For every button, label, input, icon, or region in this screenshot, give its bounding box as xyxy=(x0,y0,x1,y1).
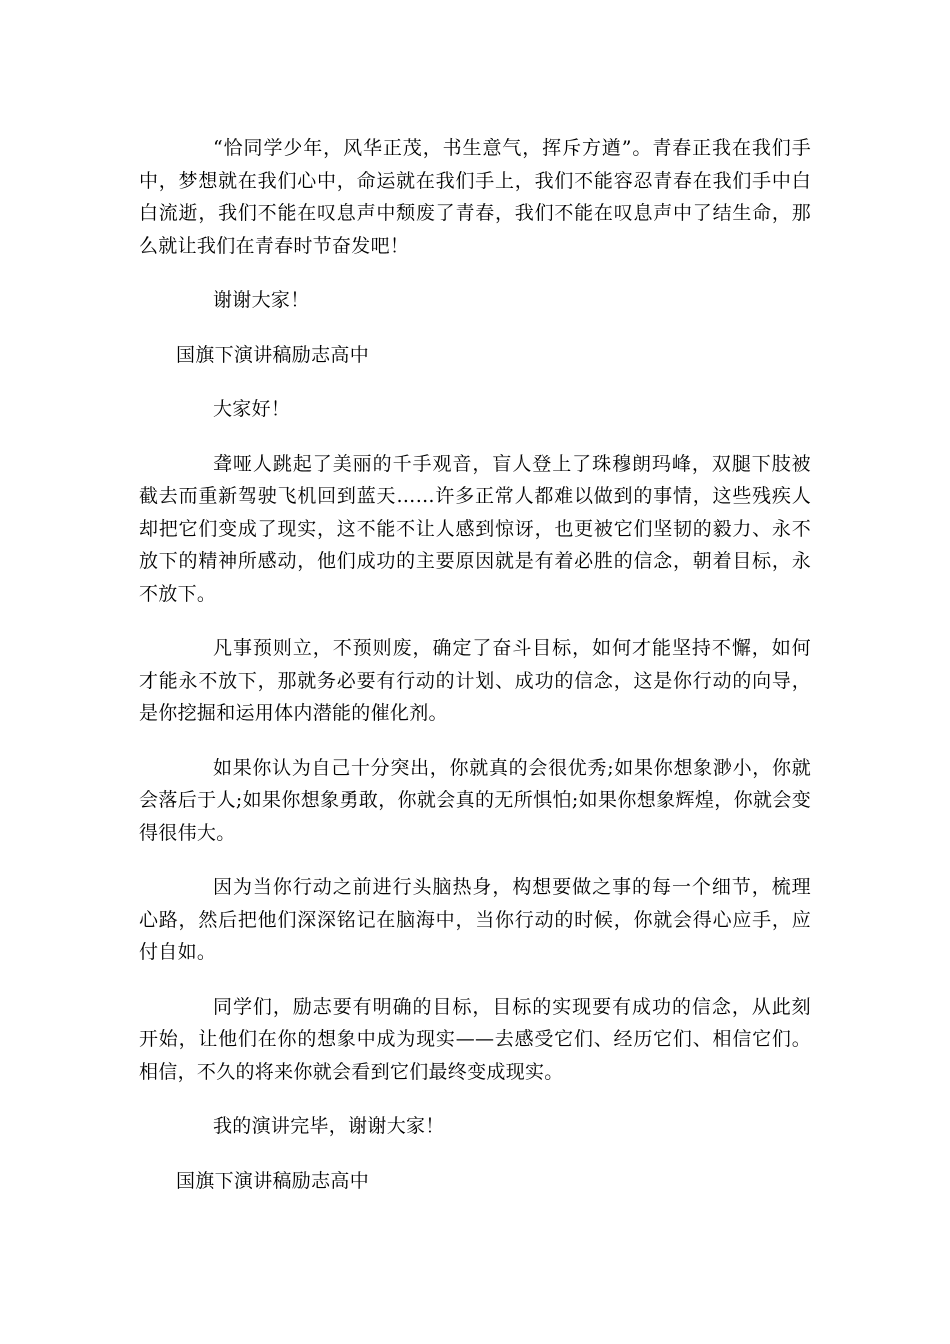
document-body xyxy=(139,132,811,1219)
paragraph-thanks: 谢谢大家！ xyxy=(213,289,310,311)
paragraph-greeting: 大家好！ xyxy=(213,398,291,420)
paragraph-youth-quote: “恰同学少年，风华正茂，书生意气，挥斥方遒”。青春正我在我们手中，梦想就在我们心中，命运就在我们手上，我们不能容忍青春在我们手中白白流逝，我们不能在叹息声中颓废了青春，我们不能在叹息声中了结生命，那么就让我们在青春时节奋发吧！ xyxy=(139,137,811,257)
paragraph-mental-warmup: 因为当你行动之前进行头脑热身，构想要做之事的每一个细节，梳理心路，然后把他们深深铭记在脑海中，当你行动的时候，你就会得心应手，应付自如。 xyxy=(139,876,811,963)
paragraph-closing: 我的演讲完毕，谢谢大家！ xyxy=(213,1115,445,1137)
paragraph-students-goals: 同学们，励志要有明确的目标，目标的实现要有成功的信念，从此刻开始，让他们在你的想象中成为现实——去感受它们、经历它们、相信它们。相信，不久的将来你就会看到它们最终变成现实。 xyxy=(139,995,811,1083)
paragraph-goal-planning: 凡事预则立，不预则废，确定了奋斗目标，如何才能坚持不懈，如何才能永不放下，那就务必要有行动的计划、成功的信念，这是你行动的向导，是你挖掘和运用体内潜能的催化剂。 xyxy=(139,637,811,724)
section-heading: 国旗下演讲稿励志高中 xyxy=(176,343,370,366)
paragraph-imagination: 如果你认为自己十分突出，你就真的会很优秀;如果你想象渺小，你就会落后于人;如果你想象勇敢，你就会真的无所惧怕;如果你想象辉煌，你就会变得很伟大。 xyxy=(139,756,811,844)
paragraph-disabled-examples: 聋哑人跳起了美丽的千手观音，盲人登上了珠穆朗玛峰，双腿下肢被截去而重新驾驶飞机回到蓝天……许多正常人都难以做到的事情，这些残疾人却把它们变成了现实，这不能不让人感到惊讶，也更被它们坚韧的毅力、永不放下的精神所感动，他们成功的主要原因就是有着必胜的信念，朝着目标，永不放下。 xyxy=(139,452,811,605)
section-heading-2: 国旗下演讲稿励志高中 xyxy=(176,1169,370,1192)
